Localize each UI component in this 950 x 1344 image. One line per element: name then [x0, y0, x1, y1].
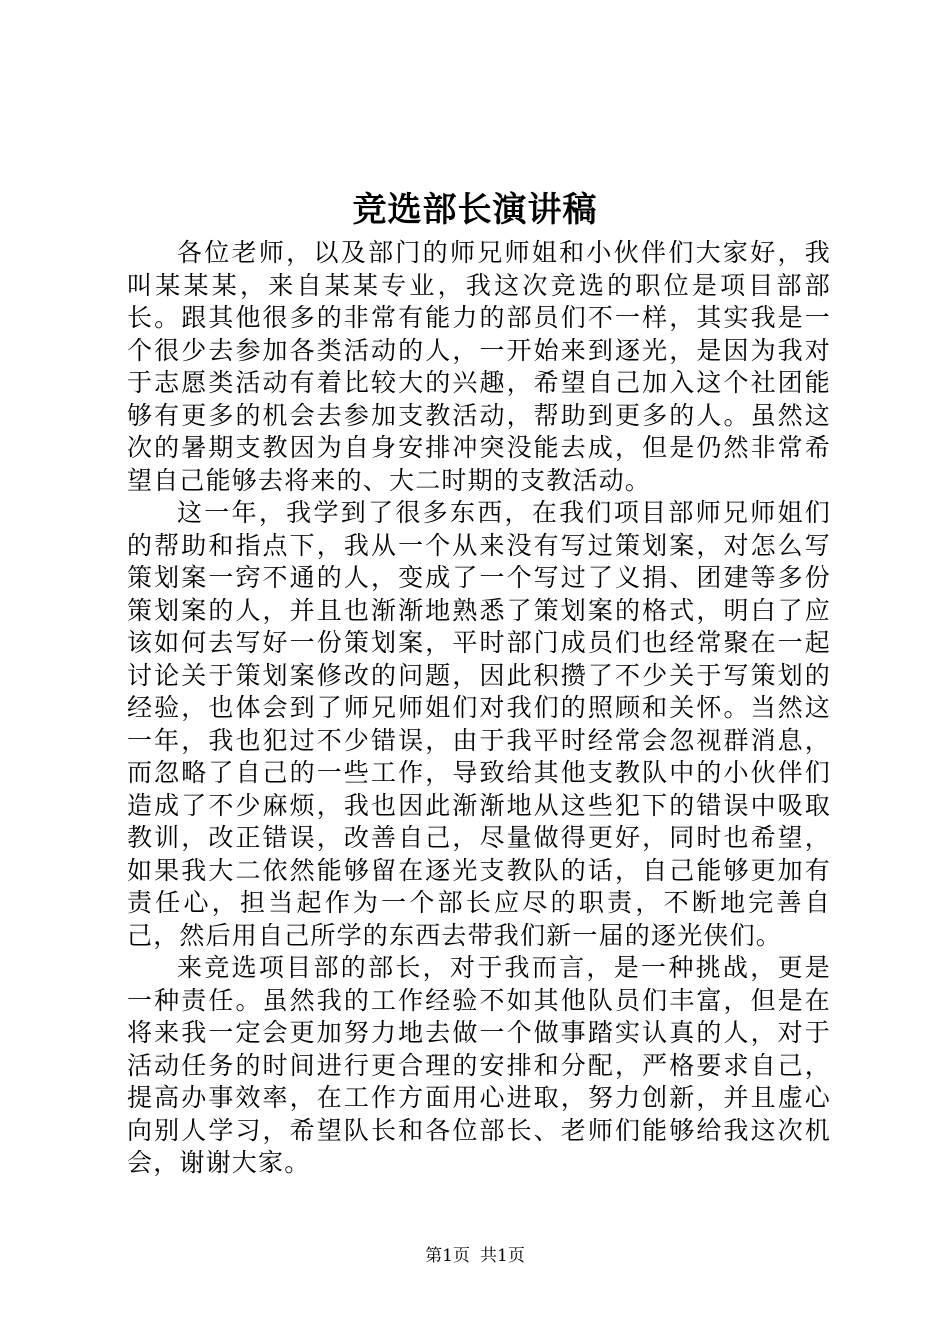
page-footer: [0, 1244, 950, 1268]
paragraph-3: 来竞选项目部的部长，对于我而言，是一种挑战，更是一种责任。虽然我的工作经验不如其他队员们丰富，但是在将来我一定会更加努力地去做一个做事踏实认真的人，对于活动任务的时间进行更合理的安排和分配，严格要求自己，提高办事效率，在工作方面用心进取，努力创新，并且虚心向别人学习，希望队长和各位部长、老师们能够给我这次机会，谢谢大家。: [127, 953, 831, 1177]
page-number-current: 第1页: [425, 1246, 470, 1266]
page-number-total: 共1页: [480, 1246, 525, 1266]
document-title: 竞选部长演讲稿: [352, 190, 598, 230]
document-body: [127, 237, 831, 1180]
paragraph-1: 各位老师，以及部门的师兄师姐和小伙伴们大家好，我叫某某某，来自某某专业，我这次竞选的职位是项目部部长。跟其他很多的非常有能力的部员们不一样，其实我是一个很少去参加各类活动的人，一开始来到逐光，是因为我对于志愿类活动有着比较大的兴趣，希望自己加入这个社团能够有更多的机会去参加支教活动，帮助到更多的人。虽然这次的暑期支教因为自身安排冲突没能去成，但是仍然非常希望自己能够去将来的、大二时期的支教活动。: [127, 238, 831, 495]
paragraph-2: 这一年，我学到了很多东西，在我们项目部师兄师姐们的帮助和指点下，我从一个从来没有写过策划案，对怎么写策划案一窍不通的人，变成了一个写过了义捐、团建等多份策划案的人，并且也渐渐地熟悉了策划案的格式，明白了应该如何去写好一份策划案，平时部门成员们也经常聚在一起讨论关于策划案修改的问题，因此积攒了不少关于写策划的经验，也体会到了师兄师姐们对我们的照顾和关怀。当然这一年，我也犯过不少错误，由于我平时经常会忽视群消息，而忽略了自己的一些工作，导致给其他支教队中的小伙伴们造成了不少麻烦，我也因此渐渐地从这些犯下的错误中吸取教训，改正错误，改善自己，尽量做得更好，同时也希望，如果我大二依然能够留在逐光支教队的话，自己能够更加有责任心，担当起作为一个部长应尽的职责，不断地完善自己，然后用自己所学的东西去带我们新一届的逐光侠们。: [127, 498, 831, 950]
